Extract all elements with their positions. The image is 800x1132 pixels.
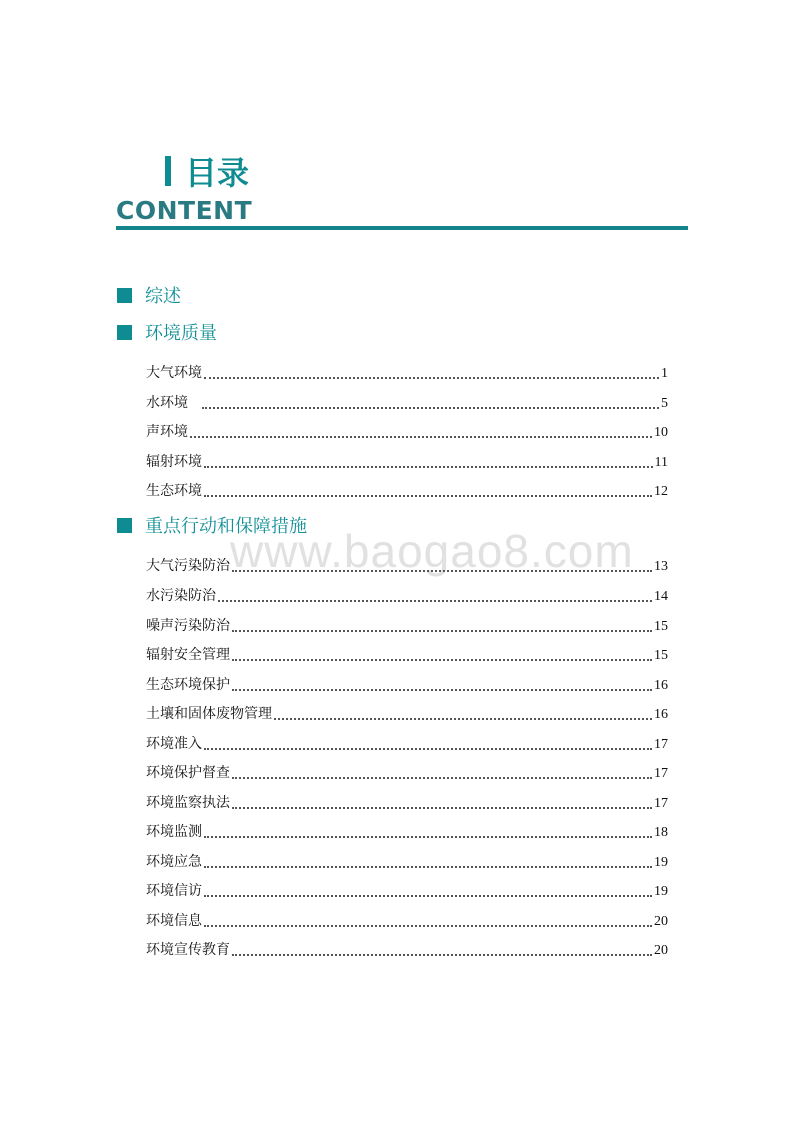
toc-entry-page: 14 <box>654 589 668 604</box>
dot-leader <box>204 915 652 927</box>
toc-entry[interactable] <box>146 851 668 871</box>
toc-entry-page: 1 <box>661 366 668 381</box>
toc-entry-label: 环境信息 <box>146 913 202 929</box>
toc-entry-label: 噪声污染防治 <box>146 618 230 634</box>
dot-leader <box>232 944 652 956</box>
dot-leader <box>232 679 652 691</box>
toc-entry-label: 辐射安全管理 <box>146 647 230 663</box>
dot-leader <box>204 826 652 838</box>
page-title <box>165 150 249 192</box>
toc-entry[interactable] <box>146 821 668 841</box>
toc-entry-page: 11 <box>654 455 668 470</box>
section-square-icon <box>117 325 132 340</box>
dot-leader <box>190 426 652 438</box>
toc-entry[interactable] <box>146 585 668 605</box>
dot-leader <box>232 560 652 572</box>
dot-leader <box>204 485 652 497</box>
toc-entry-page: 16 <box>654 707 668 722</box>
toc-entry[interactable] <box>146 939 668 959</box>
toc-entry-page: 19 <box>654 855 668 870</box>
toc-entry-page: 5 <box>661 396 668 411</box>
toc-entry-label: 环境监察执法 <box>146 795 230 811</box>
dot-leader <box>232 797 652 809</box>
toc-entry[interactable] <box>146 674 668 694</box>
toc-entry-page: 17 <box>654 766 668 781</box>
toc-entry[interactable] <box>146 555 668 575</box>
dot-leader <box>204 856 652 868</box>
toc-entry-label: 环境宣传教育 <box>146 942 230 958</box>
dot-leader <box>232 767 652 779</box>
section-heading-key-actions[interactable] <box>117 513 307 537</box>
toc-entry-page: 15 <box>654 648 668 663</box>
section-square-icon <box>117 288 132 303</box>
title-bar-decoration <box>165 156 171 186</box>
toc-entry-label: 环境保护督查 <box>146 765 230 781</box>
page-subtitle: CONTENT <box>116 196 253 225</box>
toc-entry[interactable] <box>146 733 668 753</box>
toc-entry[interactable] <box>146 392 668 412</box>
toc-entry-label: 大气污染防治 <box>146 558 230 574</box>
toc-entry-page: 19 <box>654 884 668 899</box>
toc-entry[interactable] <box>146 880 668 900</box>
dot-leader <box>232 649 652 661</box>
toc-entry[interactable] <box>146 421 668 441</box>
toc-entry[interactable] <box>146 362 668 382</box>
watermark: www.baogao8.com <box>230 525 634 577</box>
toc-entry[interactable] <box>146 615 668 635</box>
toc-entry-page: 17 <box>654 796 668 811</box>
toc-entry-label: 环境信访 <box>146 883 202 899</box>
toc-entry-label: 水环境 <box>146 395 188 411</box>
dot-leader <box>232 620 652 632</box>
title-cn-text: 目录 <box>185 154 250 192</box>
toc-entry[interactable] <box>146 644 668 664</box>
toc-entry-page: 15 <box>654 619 668 634</box>
section-title: 重点行动和保障措施 <box>145 516 307 537</box>
title-underline <box>116 226 688 230</box>
toc-entry-page: 17 <box>654 737 668 752</box>
toc-entry-label: 水污染防治 <box>146 588 216 604</box>
section-title: 环境质量 <box>145 323 217 344</box>
toc-entry[interactable] <box>146 451 668 471</box>
section-heading-environment-quality[interactable] <box>117 320 217 344</box>
dot-leader <box>218 590 652 602</box>
toc-entry-label: 大气环境 <box>146 365 202 381</box>
section-title: 综述 <box>145 286 181 307</box>
toc-entry[interactable] <box>146 792 668 812</box>
toc-entry-label: 环境应急 <box>146 854 202 870</box>
toc-entry-label: 环境准入 <box>146 736 202 752</box>
toc-entry[interactable] <box>146 703 668 723</box>
toc-entry-page: 12 <box>654 484 668 499</box>
toc-entry-page: 13 <box>654 559 668 574</box>
dot-leader <box>204 367 659 379</box>
dot-leader <box>204 456 653 468</box>
section-heading-overview[interactable] <box>117 283 181 307</box>
toc-entry-label: 声环境 <box>146 424 188 440</box>
toc-entry-label: 生态环境保护 <box>146 677 230 693</box>
toc-entry[interactable] <box>146 762 668 782</box>
dot-leader <box>274 708 652 720</box>
toc-entry[interactable] <box>146 910 668 930</box>
toc-entry-page: 18 <box>654 825 668 840</box>
toc-entry-page: 20 <box>654 943 668 958</box>
toc-entry[interactable] <box>146 480 668 500</box>
dot-leader <box>204 885 652 897</box>
toc-entry-page: 10 <box>654 425 668 440</box>
toc-entry-label: 环境监测 <box>146 824 202 840</box>
toc-entry-page: 16 <box>654 678 668 693</box>
toc-entry-label: 辐射环境 <box>146 454 202 470</box>
section-square-icon <box>117 518 132 533</box>
dot-leader <box>202 397 659 409</box>
toc-entry-page: 20 <box>654 914 668 929</box>
toc-entry-label: 土壤和固体废物管理 <box>146 706 272 722</box>
dot-leader <box>204 738 652 750</box>
toc-entry-label: 生态环境 <box>146 483 202 499</box>
